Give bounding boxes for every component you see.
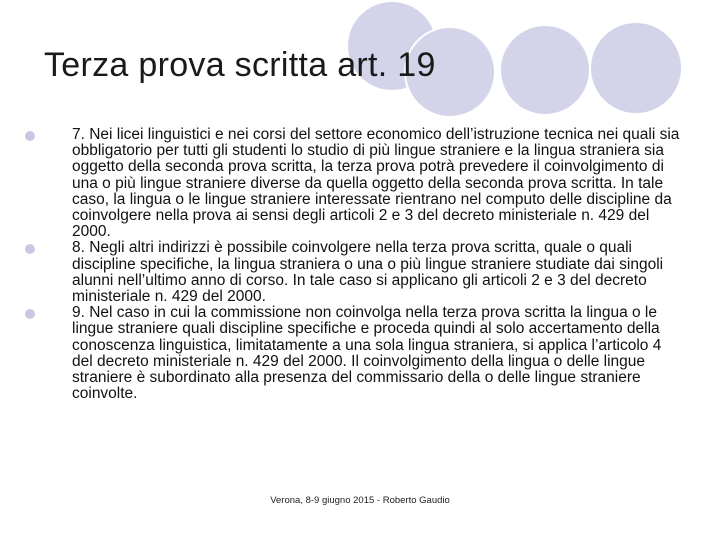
bullet-text: 9. Nel caso in cui la commissione non coinvolga nella terza prova scritta la lingua o le lingue straniere quali discipline specifiche e proceda quindi al solo accertamento della conoscenza linguistica, limitatamente a una sola lingua straniera, si applica l’articolo 4 del decreto ministeriale n. 429 del 2000. Il coinvolgimento della lingua o delle lingue straniere è subordinato alla presenza del commissario della o delle lingue straniere coinvolte.	[72, 304, 662, 403]
slide-title: Terza prova scritta art. 19	[44, 46, 436, 84]
slide-footer: Verona, 8-9 giugno 2015 - Roberto Gaudio	[270, 495, 450, 506]
bullet-item	[72, 305, 684, 402]
decorative-circle	[590, 22, 682, 114]
bullet-dot-icon	[25, 244, 35, 254]
bullet-text: 7. Nei licei linguistici e nei corsi del settore economico dell’istruzione tecnica nei quali sia obbligatorio per tutti gli studenti lo studio di più lingue straniere e la lingua straniera sia oggetto della seconda prova scritta, la terza prova potrà prevedere il coinvolgimento di una o più lingue straniere diverse da quella oggetto della seconda prova scritta. In tale caso, la lingua o le lingue straniere interessate rientrano nel computo delle discipline da coinvolgere nella prova ai sensi degli articoli 2 e 3 del decreto ministeriale n. 429 del 2000.	[72, 126, 680, 241]
bullet-item	[72, 127, 684, 240]
decorative-circle	[500, 25, 590, 115]
bullet-list	[0, 127, 720, 402]
bullet-item	[72, 240, 684, 305]
bullet-dot-icon	[25, 131, 35, 141]
bullet-text: 8. Negli altri indirizzi è possibile coinvolgere nella terza prova scritta, quale o quali discipline specifiche, la lingua straniera o una o più lingue straniere studiate dai singoli alunni nell’ultimo anno di corso. In tale caso si applicano gli articoli 2 e 3 del decreto ministeriale n. 429 del 2000.	[72, 239, 664, 306]
bullet-dot-icon	[25, 309, 35, 319]
